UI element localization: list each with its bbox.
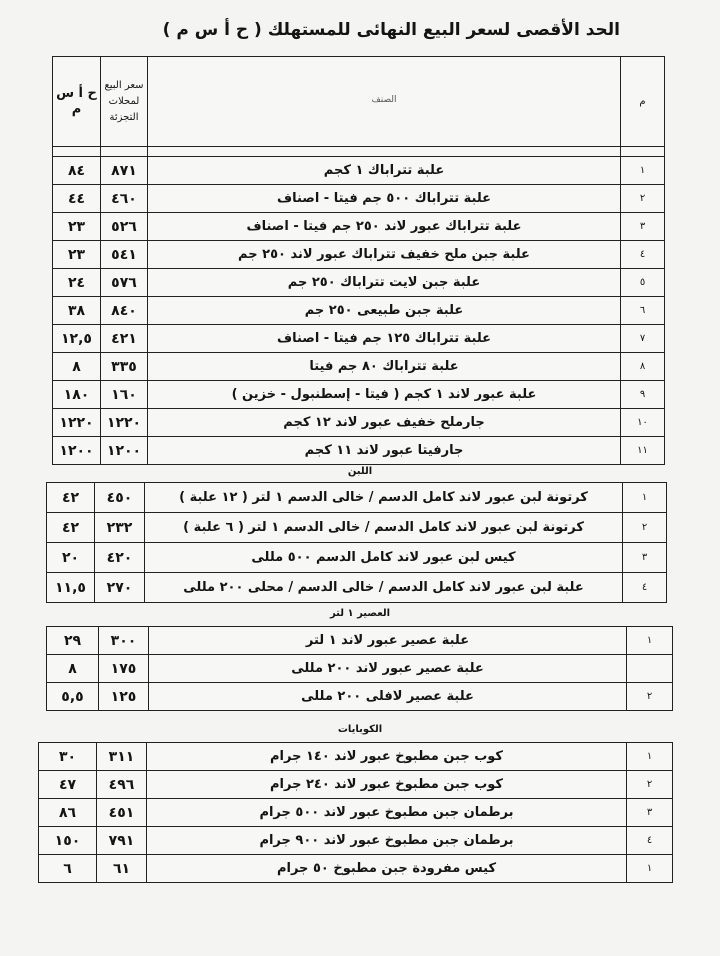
retail-price-cell: ١٧٥ [99,655,149,683]
retail-price-cell: ٣١١ [97,743,147,771]
profit-margin-cell: ٥,٥ [47,683,99,711]
table-row [47,683,673,711]
profit-margin-cell: ١٢٠٠ [53,437,101,465]
row-index-cell: ١ [627,627,673,655]
row-index-cell: ٤ [623,573,667,603]
retail-price-cell: ٣٣٥ [101,353,148,381]
retail-price-cell: ٤٦٠ [101,185,148,213]
profit-margin-cell: ١٢,٥ [53,325,101,353]
retail-price-cell: ٨٧١ [101,157,148,185]
row-index-cell [627,655,673,683]
profit-margin-cell: ٨ [47,655,99,683]
profit-margin-cell: ٤٧ [39,771,97,799]
cheese-price-table [52,56,665,465]
retail-price-cell: ٢٣٢ [95,513,145,543]
table-row [39,855,673,883]
juice-price-table [46,626,673,711]
item-name-cell: علبة عصير عبور لاند ١ لتر [149,627,627,655]
table-row [39,743,673,771]
profit-margin-cell: ٦ [39,855,97,883]
row-index-cell: ١ [621,157,665,185]
item-name-cell: كيس مفرودة جبن مطبوخ ٥٠ جرام [147,855,627,883]
row-index-cell: ٣ [627,799,673,827]
section-title-juice: العصير ١ لتر [329,608,391,619]
retail-price-cell: ٥٧٦ [101,269,148,297]
profit-margin-cell: ٤٤ [53,185,101,213]
item-name-cell: علبة تتراباك عبور لاند ٢٥٠ جم فيتا - اصناف [148,213,621,241]
retail-price-cell: ١٢٠٠ [101,437,148,465]
profit-margin-cell: ٨ [53,353,101,381]
row-index-cell: ١١ [621,437,665,465]
milk-rows [47,483,667,603]
header-item: الصنف [148,57,621,147]
retail-price-cell: ٤٩٦ [97,771,147,799]
table-row [39,771,673,799]
item-name-cell: علبة عصير عبور لاند ٢٠٠ مللى [149,655,627,683]
item-name-cell: علبة جبن طبيعى ٢٥٠ جم [148,297,621,325]
header-retail-price: سعر البيع لمحلات التجزئة [101,57,148,147]
row-index-cell: ٥ [621,269,665,297]
row-index-cell: ٤ [627,827,673,855]
item-name-cell: علبة عصير لافلى ٢٠٠ مللى [149,683,627,711]
profit-margin-cell: ٢٣ [53,213,101,241]
item-name-cell: كوب جبن مطبوخ عبور لاند ١٤٠ جرام [147,743,627,771]
table-row [47,543,667,573]
profit-margin-cell: ١٥٠ [39,827,97,855]
table-row [47,483,667,513]
row-index-cell: ٢ [627,771,673,799]
retail-price-cell: ٣٠٠ [99,627,149,655]
section-title-cups: الكوبايات [337,724,383,735]
item-name-cell: علبة تتراباك ٥٠٠ جم فيتا - اصناف [148,185,621,213]
row-index-cell: ٨ [621,353,665,381]
item-name-cell: جارفيتا عبور لاند ١١ كجم [148,437,621,465]
row-index-cell: ٢ [627,683,673,711]
table-row [53,185,665,213]
row-index-cell: ١ [623,483,667,513]
table-row [47,513,667,543]
profit-margin-cell: ٢٣ [53,241,101,269]
retail-price-cell: ٧٩١ [97,827,147,855]
retail-price-cell: ٥٤١ [101,241,148,269]
table-row [53,353,665,381]
retail-price-cell: ٥٢٦ [101,213,148,241]
table-header-row [53,57,665,147]
table-row [47,627,673,655]
row-index-cell: ١ [627,743,673,771]
retail-price-cell: ٤٥١ [97,799,147,827]
profit-margin-cell: ٢٠ [47,543,95,573]
table-row [53,297,665,325]
table-row [53,437,665,465]
table-row [53,241,665,269]
row-index-cell: ٩ [621,381,665,409]
table-row [53,269,665,297]
retail-price-cell: ٦١ [97,855,147,883]
row-index-cell: ٦ [621,297,665,325]
retail-price-cell: ١٢٥ [99,683,149,711]
profit-margin-cell: ١١,٥ [47,573,95,603]
item-name-cell: علبة جبن ملح خفيف تتراباك عبور لاند ٢٥٠ جم [148,241,621,269]
retail-price-cell: ٤٥٠ [95,483,145,513]
table-row [53,157,665,185]
header-index: م [621,57,665,147]
row-index-cell: ١ [627,855,673,883]
profit-margin-cell: ٨٦ [39,799,97,827]
retail-price-cell: ٨٤٠ [101,297,148,325]
item-name-cell: برطمان جبن مطبوخ عبور لاند ٥٠٠ جرام [147,799,627,827]
profit-margin-cell: ٢٩ [47,627,99,655]
item-name-cell: برطمان جبن مطبوخ عبور لاند ٩٠٠ جرام [147,827,627,855]
profit-margin-cell: ٨٤ [53,157,101,185]
profit-margin-cell: ٣٠ [39,743,97,771]
profit-margin-cell: ٢٤ [53,269,101,297]
retail-price-cell: ١٦٠ [101,381,148,409]
table-row [47,573,667,603]
table-row [53,409,665,437]
table-row [47,655,673,683]
retail-price-cell: ٢٧٠ [95,573,145,603]
item-name-cell: علبة جبن لايت تتراباك ٢٥٠ جم [148,269,621,297]
row-index-cell: ٢ [623,513,667,543]
table-row [53,213,665,241]
table-row [39,799,673,827]
cups-rows [39,743,673,883]
row-index-cell: ١٠ [621,409,665,437]
juice-rows [47,627,673,711]
profit-margin-cell: ١٢٢٠ [53,409,101,437]
item-name-cell: علبة تتراباك ٨٠ جم فيتا [148,353,621,381]
item-name-cell: علبة تتراباك ١ كجم [148,157,621,185]
cheese-rows [53,157,665,465]
row-index-cell: ٢ [621,185,665,213]
section-title-milk: اللبن [347,466,373,477]
profit-margin-cell: ١٨٠ [53,381,101,409]
item-name-cell: كيس لبن عبور لاند كامل الدسم ٥٠٠ مللى [145,543,623,573]
item-name-cell: علبة تتراباك ١٢٥ جم فيتا - اصناف [148,325,621,353]
item-name-cell: كرتونة لبن عبور لاند كامل الدسم / خالى الدسم ١ لتر ( ١٢ علبة ) [145,483,623,513]
retail-price-cell: ٤٢٠ [95,543,145,573]
retail-price-cell: ٤٢١ [101,325,148,353]
row-index-cell: ٣ [623,543,667,573]
table-row [39,827,673,855]
header-profit-margin: ح أ س م [53,57,101,147]
profit-margin-cell: ٣٨ [53,297,101,325]
item-name-cell: كوب جبن مطبوخ عبور لاند ٢٤٠ جرام [147,771,627,799]
cups-price-table [38,742,673,883]
milk-price-table [46,482,667,603]
table-row [53,381,665,409]
item-name-cell: كرتونة لبن عبور لاند كامل الدسم / خالى الدسم ١ لتر ( ٦ علبة ) [145,513,623,543]
retail-price-cell: ١٢٢٠ [101,409,148,437]
row-index-cell: ٧ [621,325,665,353]
profit-margin-cell: ٤٢ [47,483,95,513]
row-index-cell: ٣ [621,213,665,241]
item-name-cell: علبة لبن عبور لاند كامل الدسم / خالى الدسم / محلى ٢٠٠ مللى [145,573,623,603]
table-row [53,325,665,353]
page-title: الحد الأقصى لسعر البيع النهائى للمستهلك ( ح أ س م ) [162,20,620,40]
profit-margin-cell: ٤٢ [47,513,95,543]
row-index-cell: ٤ [621,241,665,269]
item-name-cell: جارملح خفيف عبور لاند ١٢ كجم [148,409,621,437]
item-name-cell: علبة عبور لاند ١ كجم ( فيتا - إسطنبول - خزين ) [148,381,621,409]
